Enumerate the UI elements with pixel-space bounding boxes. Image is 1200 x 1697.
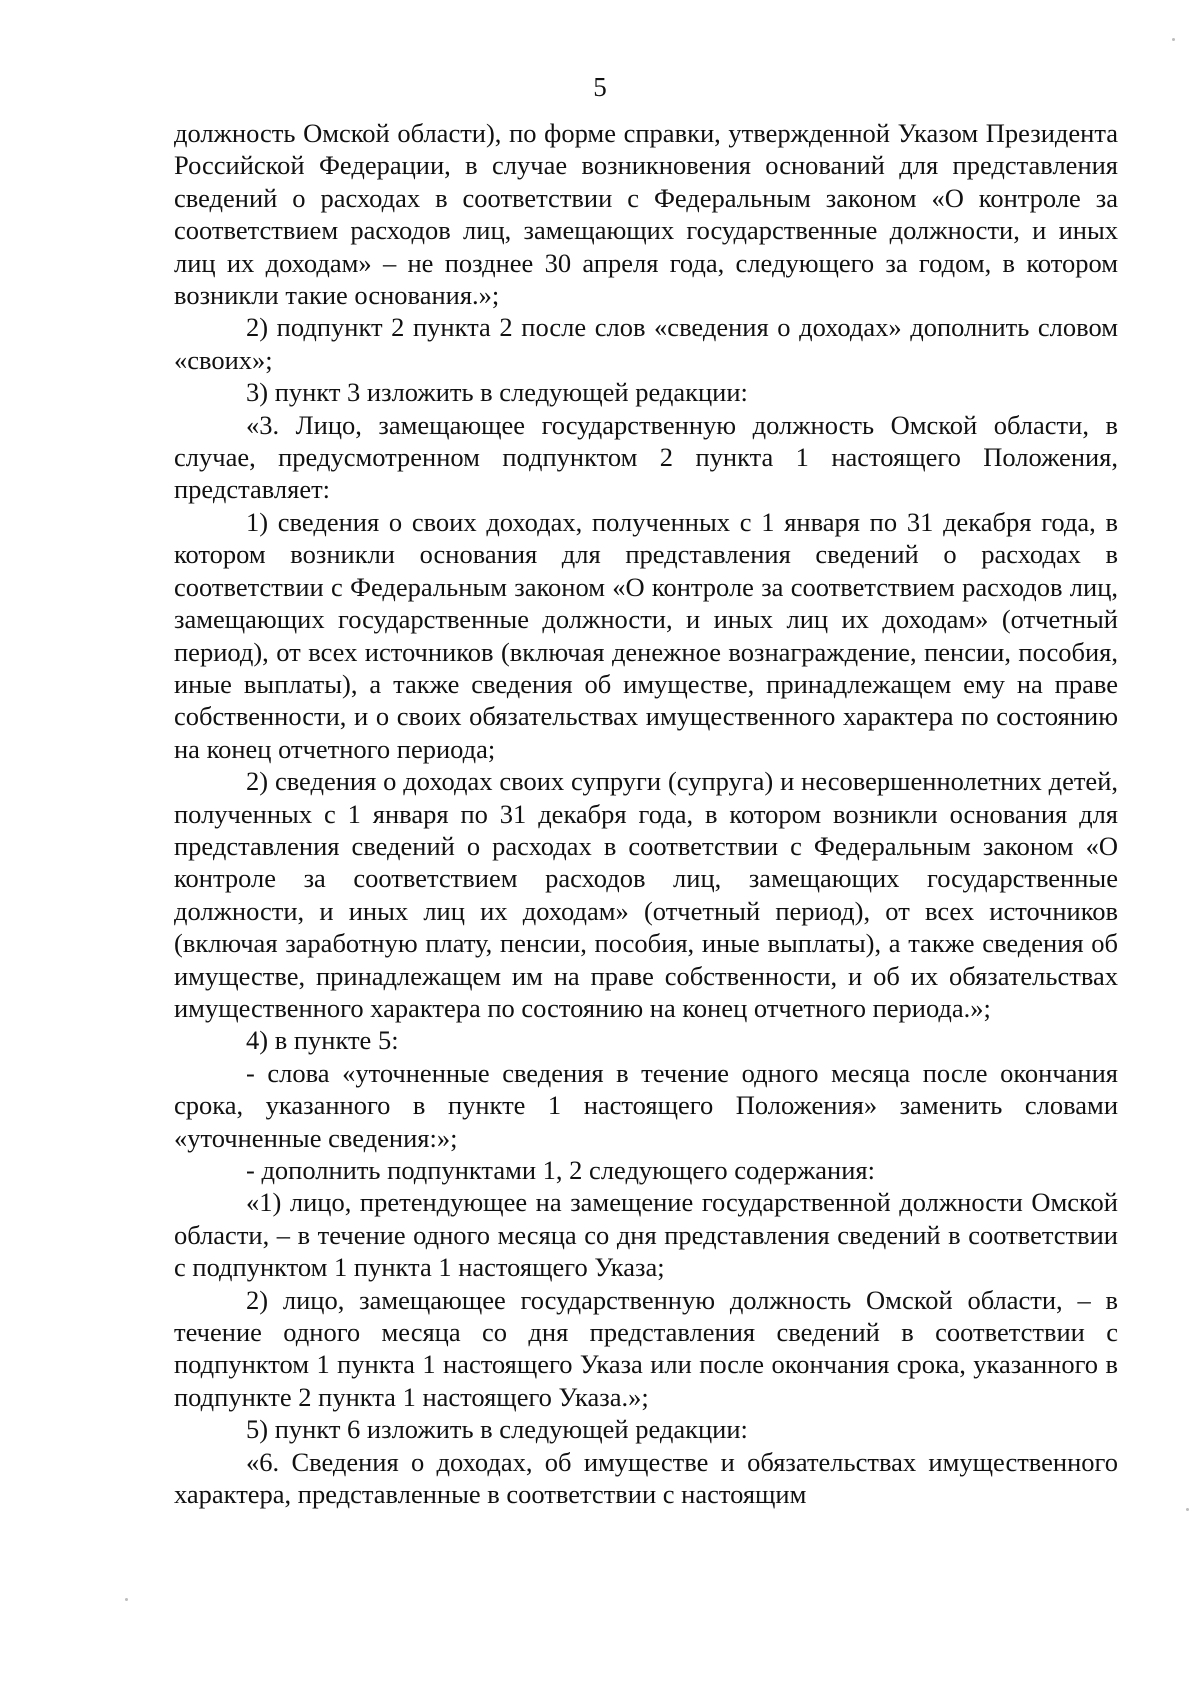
paragraph-item-2: 2) подпункт 2 пункта 2 после слов «сведения о доходах» дополнить словом «своих»; (174, 312, 1118, 375)
paragraph-continuation: должность Омской области), по форме справки, утвержденной Указом Президента Российской Федерации, в случае возникновения оснований для представления сведений о расходах в соответствии с Федеральным законом «О контроле за соответствием расходов лиц, замещающих государственные должности, и иных лиц их доходам» – не позднее 30 апреля года, следующего за годом, в котором возникли такие основания.»; (174, 118, 1118, 311)
paragraph-clause-6: «6. Сведения о доходах, об имуществе и обязательствах имущественного характера, представленные в соответствии с настоящим (174, 1446, 1118, 1510)
paragraph-new-subitem-1: «1) лицо, претендующее на замещение государственной должности Омской области, – в течение одного месяца со дня представления сведений в соответствии с подпунктом 1 пункта 1 настоящего Указа; (174, 1187, 1118, 1283)
paragraph-new-subitem-2: 2) лицо, замещающее государственную должность Омской области, – в течение одного месяца со дня представления сведений в соответствии с подпунктом 1 пункта 1 настоящего Указа или после окончания срока, указанного в подпункте 2 пункта 1 настоящего Указа.»; (174, 1284, 1118, 1412)
paragraph-dash-1: - слова «уточненные сведения в течение одного месяца после окончания срока, указанного в пункте 1 настоящего Положения» заменить словами «уточненные сведения:»; (174, 1057, 1118, 1153)
page-number: 5 (593, 72, 607, 102)
scan-speck (1186, 1508, 1189, 1511)
paragraph-subitem-1: 1) сведения о своих доходах, полученных с 1 января по 31 декабря года, в котором возникли основания для представления сведений о расходах в соответствии с Федеральным законом «О контроле за соответствием расходов лиц, замещающих государственные должности, и иных лиц их доходам» (отчетный период), от всех источников (включая денежное вознаграждение, пенсии, пособия, иные выплаты), а также сведения об имуществе, принадлежащем ему на праве собственности, и о своих обязательствах имущественного характера по состоянию на конец отчетного периода; (174, 506, 1118, 764)
paragraph-item-3: 3) пункт 3 изложить в следующей редакции: (246, 377, 748, 408)
paragraph-item-4: 4) в пункте 5: (246, 1025, 399, 1056)
paragraph-dash-2: - дополнить подпунктами 1, 2 следующего содержания: (246, 1155, 875, 1185)
document-body (174, 117, 1118, 1510)
scan-speck (1172, 38, 1175, 41)
scan-speck (125, 1598, 128, 1601)
paragraph-subitem-2: 2) сведения о доходах своих супруги (супруга) и несовершеннолетних детей, полученных с 1 января по 31 декабря года, в котором возникли основания для представления сведений о расходах в соответствии с Федеральным законом «О контроле за соответствием расходов лиц, замещающих государственные должности, и иных лиц их доходам» (отчетный период), от всех источников (включая заработную плату, пенсии, пособия, иные выплаты), а также сведения об имуществе, принадлежащем им на праве собственности, и об их обязательствах имущественного характера по состоянию на конец отчетного периода.»; (174, 766, 1118, 1023)
paragraph-clause-3: «3. Лицо, замещающее государственную должность Омской области, в случае, предусмотренном подпунктом 2 пункта 1 настоящего Положения, представляет: (174, 409, 1118, 505)
paragraph-item-5: 5) пункт 6 изложить в следующей редакции: (246, 1414, 748, 1445)
